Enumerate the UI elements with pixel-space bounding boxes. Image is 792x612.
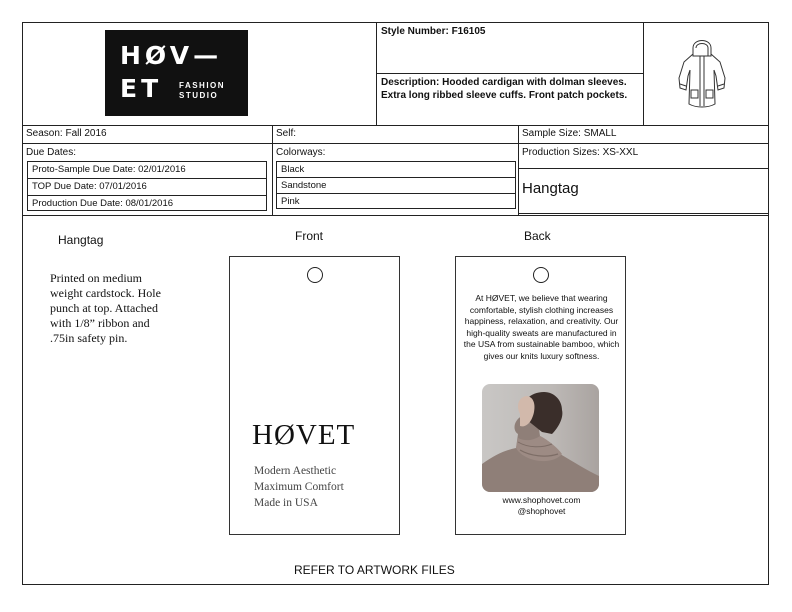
due-dates-label: Due Dates: (26, 147, 77, 158)
hangtag-label: Hangtag (58, 233, 104, 247)
header-col-divider-2 (643, 22, 644, 125)
front-hangtag (229, 256, 400, 535)
season: Season: Fall 2016 (26, 128, 107, 139)
model-photo (482, 384, 599, 492)
back-handle: @shophovet (517, 506, 566, 516)
style-description-divider (376, 73, 643, 74)
style-description: Description: Hooded cardigan with dolman sleeves. Extra long ribbed sleeve cuffs. Front patch pockets. (381, 77, 628, 101)
info-row-divider (22, 143, 769, 144)
due-dates-table (27, 161, 267, 211)
due-date-proto: Proto-Sample Due Date: 02/01/2016 (28, 162, 266, 179)
production-sizes: Production Sizes: XS-XXL (522, 147, 639, 158)
back-website: www.shophovet.com (502, 495, 581, 505)
front-line-1: Modern Aesthetic (254, 465, 337, 477)
due-date-top: TOP Due Date: 07/01/2016 (28, 179, 266, 196)
section-title: Hangtag (522, 180, 579, 197)
front-label: Front (295, 229, 324, 243)
back-label: Back (524, 229, 551, 243)
artwork-reference: REFER TO ARTWORK FILES (294, 563, 455, 577)
front-line-3: Made in USA (254, 497, 318, 509)
logo-line-1: HØV— (120, 41, 223, 70)
logo-sub-1: FASHION (179, 81, 226, 90)
colorway-pink: Pink (281, 196, 300, 207)
colorways-table (276, 161, 516, 209)
front-line-2: Maximum Comfort (254, 481, 344, 493)
colorways-label: Colorways: (276, 147, 326, 158)
self-fabric: Self: (276, 128, 297, 139)
colorway-sandstone: Sandstone (277, 178, 515, 194)
info-col-divider-1 (272, 125, 273, 216)
hooded-cardigan-sketch-icon (676, 34, 728, 114)
logo-line-2: ET (120, 74, 163, 103)
sample-size: Sample Size: SMALL (522, 128, 617, 139)
front-brand: HØVET (252, 419, 356, 451)
punch-hole (307, 267, 323, 283)
logo-sub-2: STUDIO (179, 91, 219, 100)
due-date-production: Production Due Date: 08/01/2016 (32, 198, 174, 209)
hovet-logo (105, 30, 248, 116)
colorway-black: Black (277, 162, 515, 178)
style-number: Style Number: F16105 (381, 26, 486, 37)
back-brand-story: At HØVET, we believe that wearing comfortable, stylish clothing increases happiness, relaxation, and creativity. Our high-quality sweats are manufactured in the USA from sustainable bamboo, which gives our knits luxury softness. (463, 293, 620, 361)
punch-hole (533, 267, 549, 283)
hangtag-notes: Printed on medium weight cardstock. Hole punch at top. Attached with 1/8” ribbon and .75in safety pin. (50, 271, 161, 345)
